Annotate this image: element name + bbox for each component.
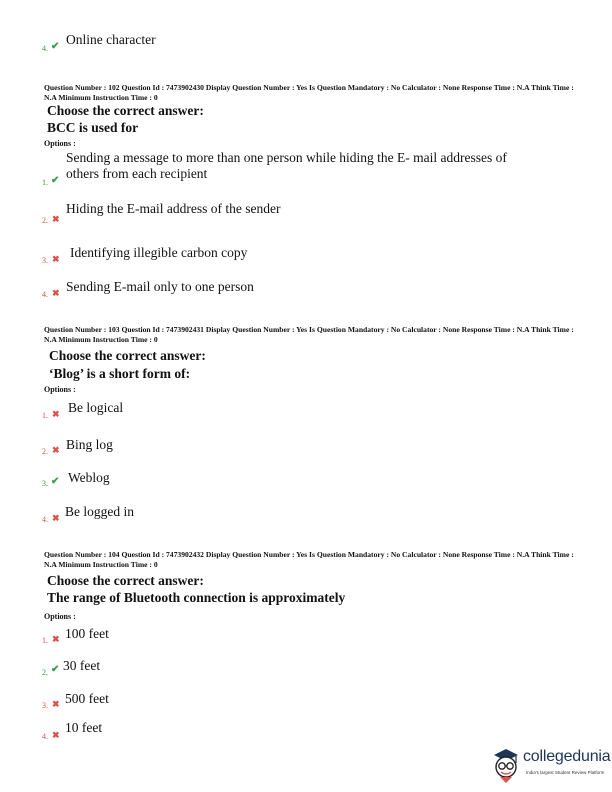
option-number: 4. [42, 290, 48, 299]
cross-icon: ✖ [52, 214, 60, 224]
brand-name: collegedunia [523, 748, 611, 765]
options-label: Options : [44, 139, 76, 148]
option-text: Weblog [68, 470, 110, 485]
option-text: 500 feet [65, 691, 109, 706]
option-number: 4. [42, 732, 48, 741]
cross-icon: ✖ [52, 513, 60, 523]
check-icon: ✔ [51, 664, 60, 675]
option-text: Hiding the E-mail address of the sender [66, 201, 281, 216]
option-number: 1. [42, 411, 48, 420]
collegedunia-logo [490, 746, 611, 786]
option-text: Bing log [66, 437, 113, 452]
mascot-icon [490, 746, 522, 784]
question-meta: Question Number : 104 Question Id : 7473902432 Display Question Number : Yes Is Question Mandatory : No Calculator : None Response Time : N.A Think Time : N.A Minimum Instruction Time : 0 [44, 550, 574, 569]
option-text: 10 feet [65, 720, 103, 735]
question-meta: Question Number : 102 Question Id : 7473902430 Display Question Number : Yes Is Question Mandatory : No Calculator : None Response Time : N.A Think Time : N.A Minimum Instruction Time : 0 [44, 83, 574, 102]
question-text: ‘Blog’ is a short form of: [49, 366, 191, 381]
check-icon: ✔ [51, 41, 60, 52]
cross-icon: ✖ [52, 254, 60, 264]
brand-tagline: India's largest Student Review Platform [526, 770, 605, 775]
question-instruction: Choose the correct answer: [47, 573, 204, 588]
option-text: 100 feet [65, 626, 109, 641]
option-number: 1. [42, 178, 48, 187]
option-number: 1. [42, 636, 48, 645]
option-number: 3. [42, 701, 48, 710]
option-number: 4. [42, 515, 48, 524]
option-number: 2. [42, 447, 48, 456]
question-meta: Question Number : 103 Question Id : 7473902431 Display Question Number : Yes Is Question Mandatory : No Calculator : None Response Time : N.A Think Time : N.A Minimum Instruction Time : 0 [44, 325, 574, 344]
question-text: The range of Bluetooth connection is approximately [47, 590, 346, 605]
cross-icon: ✖ [52, 730, 60, 740]
cross-icon: ✖ [52, 699, 60, 709]
option-text: Be logical [68, 400, 124, 415]
option-text: Online character [66, 32, 156, 47]
cross-icon: ✖ [52, 288, 60, 298]
option-number: 3. [42, 256, 48, 265]
option-text-continued: others from each recipient [66, 166, 208, 181]
question-instruction: Choose the correct answer: [49, 348, 206, 363]
check-icon: ✔ [51, 476, 60, 487]
option-text: Sending E-mail only to one person [66, 279, 254, 294]
option-number: 2. [42, 216, 48, 225]
option-text: Be logged in [65, 504, 134, 519]
option-number: 2. [42, 668, 48, 677]
cross-icon: ✖ [52, 634, 60, 644]
options-label: Options : [44, 385, 76, 394]
option-number: 3. [42, 479, 48, 488]
options-label: Options : [44, 612, 76, 621]
option-number: 4. [42, 44, 48, 53]
option-text: Identifying illegible carbon copy [70, 245, 248, 260]
question-text: BCC is used for [47, 120, 139, 135]
cross-icon: ✖ [52, 445, 60, 455]
option-text: 30 feet [63, 658, 101, 673]
check-icon: ✔ [51, 175, 60, 186]
cross-icon: ✖ [52, 409, 60, 419]
option-text: Sending a message to more than one person while hiding the E- mail addresses of [66, 150, 507, 165]
question-instruction: Choose the correct answer: [47, 103, 204, 118]
